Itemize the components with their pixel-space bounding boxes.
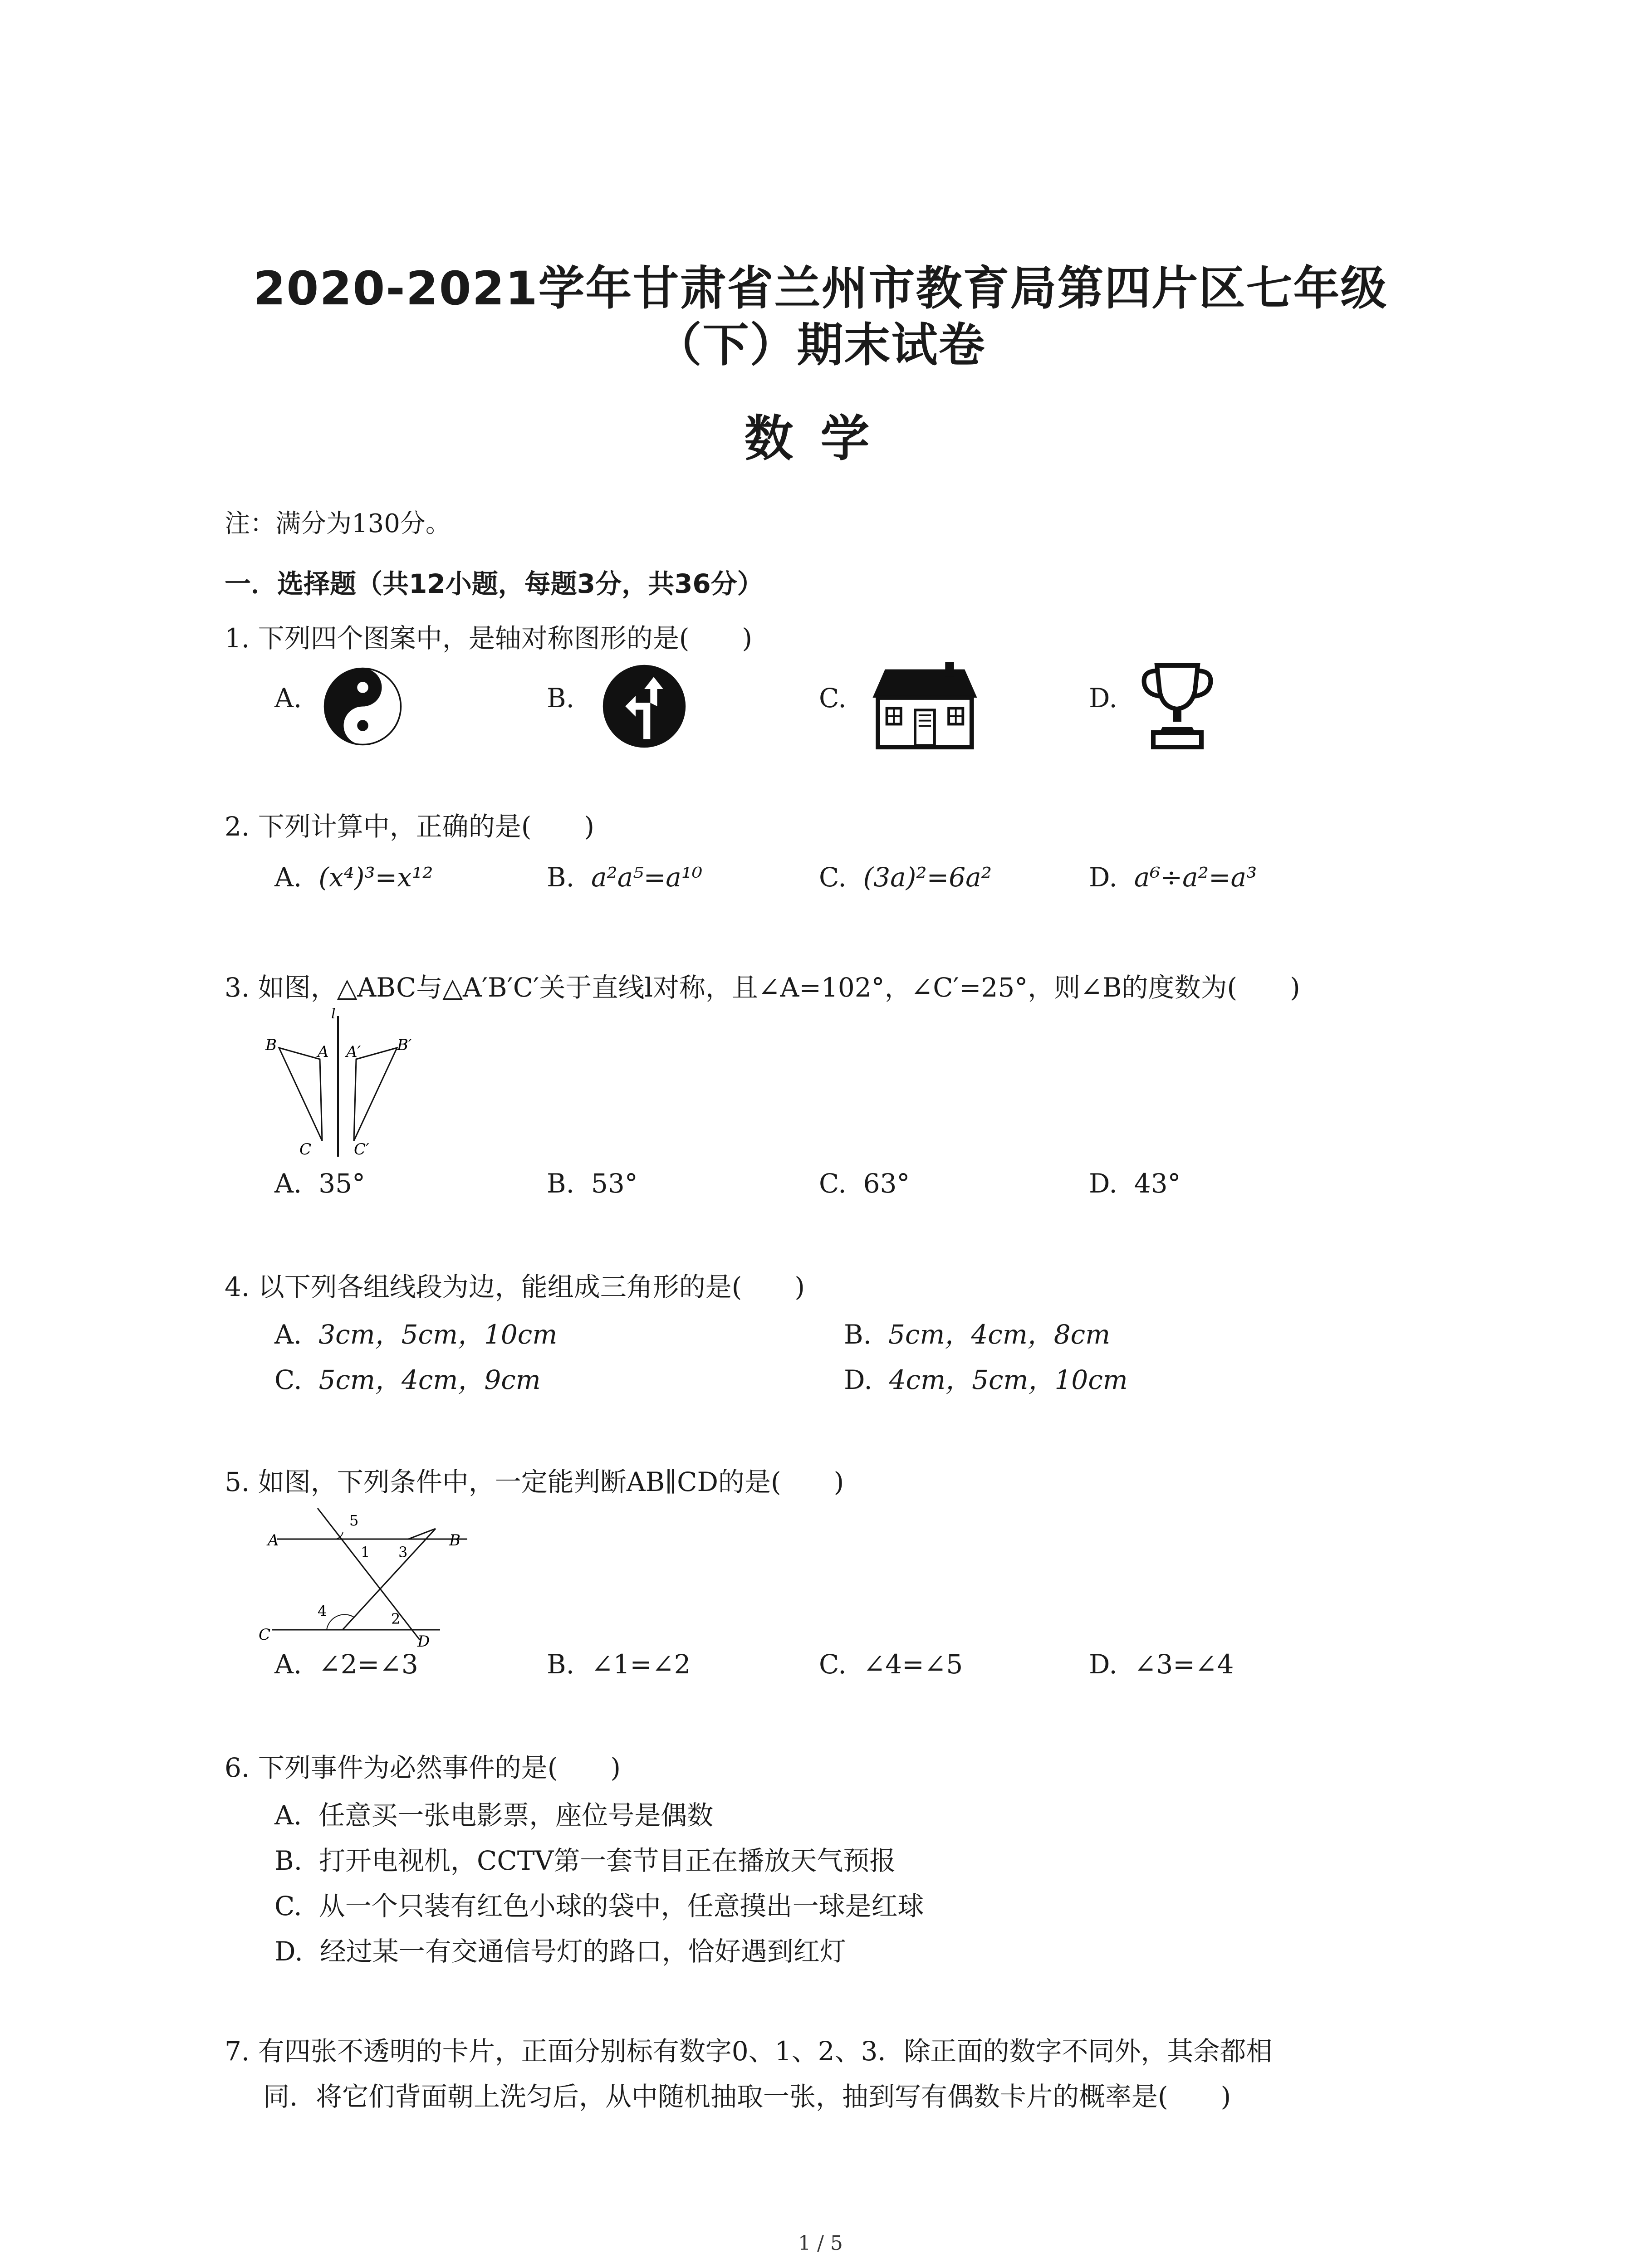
option-letter: A. — [274, 683, 302, 714]
question-4 — [225, 1266, 805, 1304]
question-number: 3. — [225, 972, 250, 1003]
option-a: A. ∠2=∠3 — [274, 1649, 418, 1680]
figure-label: B — [265, 1036, 277, 1054]
question-number: 7. — [225, 2036, 250, 2067]
option-a: A. 3cm，5cm，10cm — [274, 1319, 558, 1350]
house-icon — [869, 662, 980, 753]
question-7 — [225, 2030, 1272, 2068]
option-letter: C. — [819, 683, 847, 714]
option-c: C. 5cm，4cm，9cm — [274, 1364, 541, 1395]
option-c: C. ∠4=∠5 — [819, 1649, 963, 1680]
question-6 — [225, 1746, 621, 1784]
option-b: B. 打开电视机，CCTV第一套节目正在播放天气预报 — [274, 1845, 896, 1876]
question-number: 6. — [225, 1752, 250, 1783]
option-b: B. 5cm，4cm，8cm — [844, 1319, 1111, 1350]
traffic-turn-sign-icon — [601, 663, 687, 751]
section-heading: 一．选择题（共12小题，每题3分，共36分） — [225, 568, 764, 599]
option-d: D. 43° — [1089, 1168, 1181, 1199]
question-stem: 以下列各组线段为边，能组成三角形的是( ) — [258, 1271, 805, 1302]
question-2 — [225, 805, 594, 843]
question-stem: 下列四个图案中，是轴对称图形的是( ) — [258, 623, 753, 654]
option-d: D. 4cm，5cm，10cm — [844, 1364, 1128, 1395]
question-3 — [225, 966, 1300, 1004]
trophy-icon — [1139, 660, 1216, 753]
exam-title-line-1: 2020-2021学年甘肃省兰州市教育局第四片区七年级 — [253, 262, 1388, 316]
question-number: 5. — [225, 1466, 250, 1497]
option-a: A. 35° — [274, 1168, 366, 1199]
figure-label: 4 — [318, 1603, 327, 1620]
option-d: D. a⁶÷a²=a³ — [1089, 862, 1257, 893]
question-1 — [225, 617, 752, 655]
question-number: 2. — [225, 811, 250, 842]
question-number: 1. — [225, 623, 250, 654]
exam-title-line-2: （下）期末试卷 — [655, 318, 986, 372]
figure-label: B — [449, 1531, 460, 1549]
option-a: A. (x⁴)³=x¹² — [274, 862, 433, 893]
option-b: B. 53° — [547, 1168, 638, 1199]
figure-label: A — [268, 1531, 279, 1549]
figure-label: B′ — [397, 1036, 412, 1054]
symmetric-triangles-figure — [261, 1007, 442, 1163]
option-c: C. 63° — [819, 1168, 910, 1199]
figure-label: 3 — [398, 1544, 408, 1561]
option-a: A. 任意买一张电影票，座位号是偶数 — [274, 1800, 714, 1831]
subject-title: 数学 — [744, 411, 897, 467]
figure-label: C — [259, 1626, 271, 1644]
figure-label: 2 — [391, 1610, 401, 1628]
question-stem-line-2: 同．将它们背面朝上洗匀后，从中随机抽取一张，抽到写有偶数卡片的概率是( ) — [263, 2081, 1231, 2112]
figure-label: l — [331, 1007, 336, 1022]
parallel-lines-figure — [259, 1504, 476, 1655]
figure-label: C — [299, 1140, 312, 1158]
figure-label: A′ — [346, 1043, 361, 1061]
question-stem: 如图，下列条件中，一定能判断AB∥CD的是( ) — [258, 1466, 844, 1497]
figure-label: A — [318, 1043, 329, 1061]
option-letter: B. — [547, 683, 575, 714]
question-stem: 下列计算中，正确的是( ) — [258, 811, 595, 842]
question-stem: 如图，△ABC与△A′B′C′关于直线l对称，且∠A=102°，∠C′=25°，则∠B的度数为( ) — [258, 972, 1300, 1003]
option-letter: D. — [1089, 683, 1117, 714]
question-number: 4. — [225, 1271, 250, 1302]
yin-yang-icon — [323, 667, 402, 748]
option-b: B. ∠1=∠2 — [547, 1649, 691, 1680]
question-stem-line-1: 有四张不透明的卡片，正面分别标有数字0、1、2、3．除正面的数字不同外，其余都相 — [258, 2036, 1273, 2067]
page-indicator: 1 / 5 — [798, 2232, 843, 2255]
figure-label: C′ — [354, 1140, 369, 1158]
question-5 — [225, 1461, 844, 1499]
question-stem: 下列事件为必然事件的是( ) — [258, 1752, 621, 1783]
figure-label: D — [417, 1633, 430, 1651]
option-b: B. a²a⁵=a¹⁰ — [547, 862, 703, 893]
score-note: 注：满分为130分。 — [225, 509, 451, 538]
option-d: D. ∠3=∠4 — [1089, 1649, 1234, 1680]
figure-label: 1 — [361, 1544, 370, 1561]
option-c: C. (3a)²=6a² — [819, 862, 992, 893]
option-d: D. 经过某一有交通信号灯的路口，恰好遇到红灯 — [274, 1936, 846, 1967]
option-c: C. 从一个只装有红色小球的袋中，任意摸出一球是红球 — [274, 1891, 924, 1921]
figure-label: 5 — [349, 1512, 359, 1529]
